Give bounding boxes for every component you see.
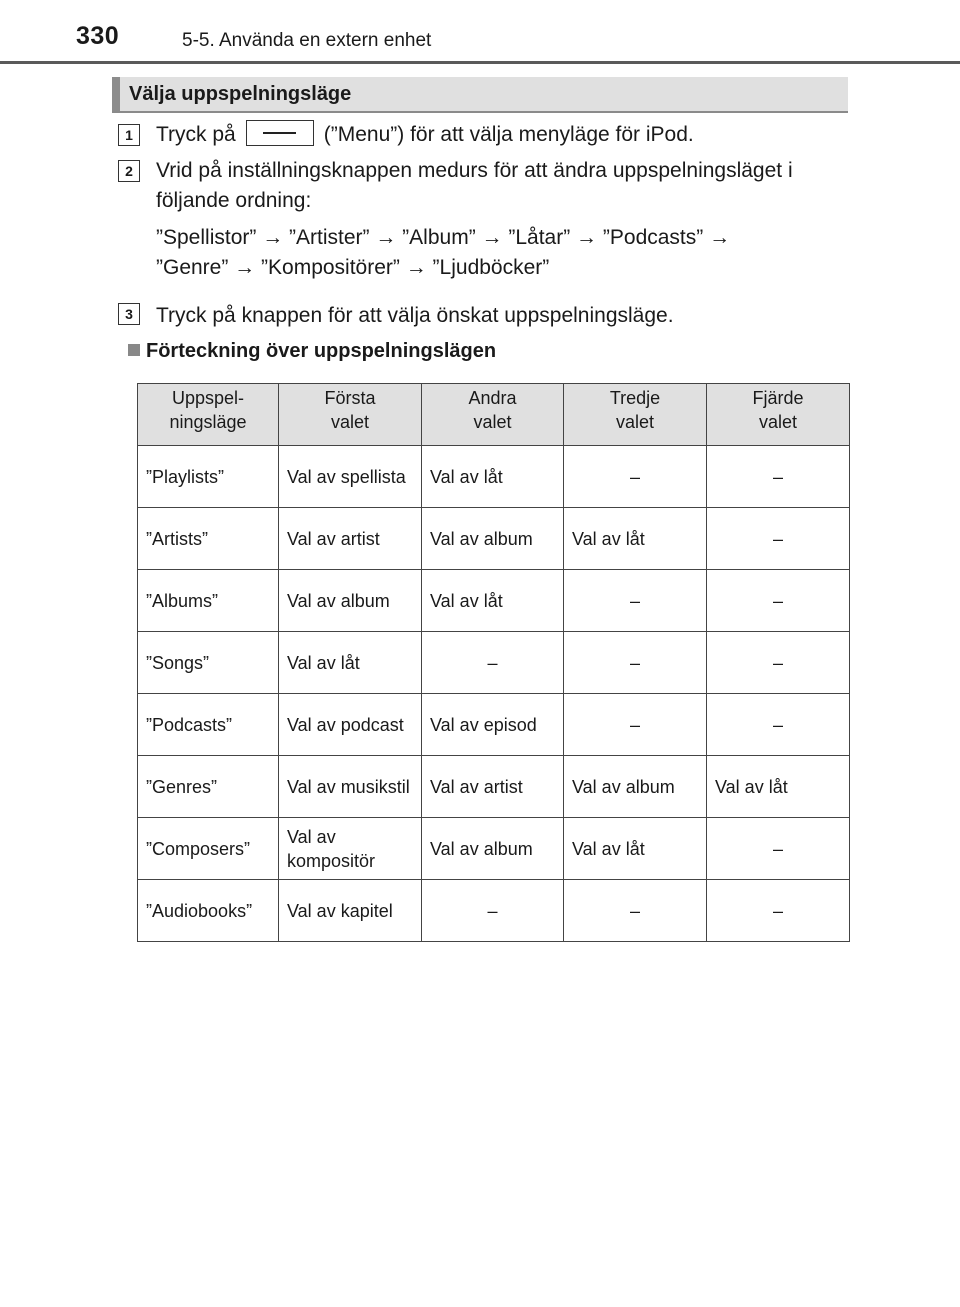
- header-line: Fjärde: [752, 388, 804, 408]
- table-cell: –: [422, 632, 564, 694]
- table-header-row: [138, 384, 850, 446]
- header-line: ningsläge: [169, 412, 247, 432]
- step-1-text: [156, 120, 856, 150]
- header-line: Andra: [468, 388, 517, 408]
- step-2-order-line-2: ”Genre” → ”Kompositörer” → ”Ljudböcker”: [156, 256, 550, 279]
- step-1-post: (”Menu”) för att välja menyläge för iPod.: [323, 123, 694, 146]
- page-number: 330: [76, 22, 120, 50]
- table-cell: Val av album: [422, 508, 564, 570]
- section-bar-accent: [112, 77, 120, 111]
- table-cell: ”Audiobooks”: [138, 880, 279, 942]
- section-heading-bar: [112, 77, 848, 113]
- table-row: [138, 880, 850, 942]
- table-cell: –: [707, 446, 850, 508]
- table-cell: Val av album: [279, 570, 422, 632]
- table-cell: –: [564, 694, 707, 756]
- table-cell: Val av episod: [422, 694, 564, 756]
- table-cell: Val av artist: [279, 508, 422, 570]
- table-cell: ”Genres”: [138, 756, 279, 818]
- table-cell: Val av artist: [422, 756, 564, 818]
- step-3-text: Tryck på knappen för att välja önskat uppspelningsläge.: [156, 304, 674, 327]
- step-1-pre: Tryck på: [156, 123, 236, 146]
- table-row: [138, 694, 850, 756]
- table-row: [138, 756, 850, 818]
- table-cell: –: [564, 632, 707, 694]
- header-cell: [422, 384, 564, 446]
- step-number-3: 3: [118, 303, 140, 325]
- table-cell: ”Podcasts”: [138, 694, 279, 756]
- step-2-text: Vrid på inställningsknappen medurs för att ändra uppspelningsläget i följande ordning:: [156, 159, 793, 212]
- table-cell: –: [564, 446, 707, 508]
- table-cell: ”Songs”: [138, 632, 279, 694]
- chapter-title: 5-5. Använda en extern enhet: [182, 30, 432, 51]
- table-row: [138, 508, 850, 570]
- table-cell: –: [707, 508, 850, 570]
- step-number-1: 1: [118, 124, 140, 146]
- step-2-order-line-1: ”Spellistor” → ”Artister” → ”Album” → ”Låtar” → ”Podcasts” →: [156, 226, 731, 249]
- table-cell: Val av låt: [564, 818, 707, 880]
- table-cell: Val av spellista: [279, 446, 422, 508]
- table-cell: –: [707, 694, 850, 756]
- table-cell: –: [707, 818, 850, 880]
- table-cell: Val av kompositör: [279, 818, 422, 880]
- table-cell: Val av musikstil: [279, 756, 422, 818]
- table-cell: Val av podcast: [279, 694, 422, 756]
- table-heading: [128, 340, 496, 363]
- table-cell: –: [564, 570, 707, 632]
- table-cell: ”Albums”: [138, 570, 279, 632]
- header-cell: [138, 384, 279, 446]
- header-cell: [707, 384, 850, 446]
- table-cell: Val av låt: [707, 756, 850, 818]
- table-cell: Val av låt: [422, 570, 564, 632]
- table-cell: ”Artists”: [138, 508, 279, 570]
- table-cell: Val av kapitel: [279, 880, 422, 942]
- table-cell: Val av album: [564, 756, 707, 818]
- table-cell: –: [422, 880, 564, 942]
- table-cell: Val av låt: [422, 446, 564, 508]
- table-heading-text: Förteckning över uppspelningslägen: [146, 340, 497, 362]
- table-cell: ”Composers”: [138, 818, 279, 880]
- table-row: [138, 446, 850, 508]
- header-cell: [564, 384, 707, 446]
- header-line: Tredje: [609, 388, 661, 408]
- table-cell: –: [564, 880, 707, 942]
- menu-button-icon: [246, 120, 314, 146]
- table-row: [138, 570, 850, 632]
- header-line: valet: [330, 412, 370, 432]
- table-cell: Val av låt: [279, 632, 422, 694]
- table-cell: Val av album: [422, 818, 564, 880]
- table-cell: –: [707, 570, 850, 632]
- header-line: valet: [473, 412, 512, 432]
- playback-mode-table: [137, 383, 850, 942]
- table-cell: –: [707, 632, 850, 694]
- header-line: valet: [758, 412, 798, 432]
- table-cell: –: [707, 880, 850, 942]
- table-row: [138, 818, 850, 880]
- menu-button-bar: [263, 132, 296, 134]
- table-row: [138, 632, 850, 694]
- header-line: Första: [324, 388, 376, 408]
- header-line: valet: [615, 412, 655, 432]
- step-number-2: 2: [118, 160, 140, 182]
- square-bullet-icon: [128, 344, 140, 356]
- header-line: Uppspel-: [171, 388, 245, 408]
- header-divider: [0, 61, 960, 64]
- header-cell: [279, 384, 422, 446]
- section-title: Välja uppspelningsläge: [129, 83, 352, 105]
- table-cell: Val av låt: [564, 508, 707, 570]
- table-cell: ”Playlists”: [138, 446, 279, 508]
